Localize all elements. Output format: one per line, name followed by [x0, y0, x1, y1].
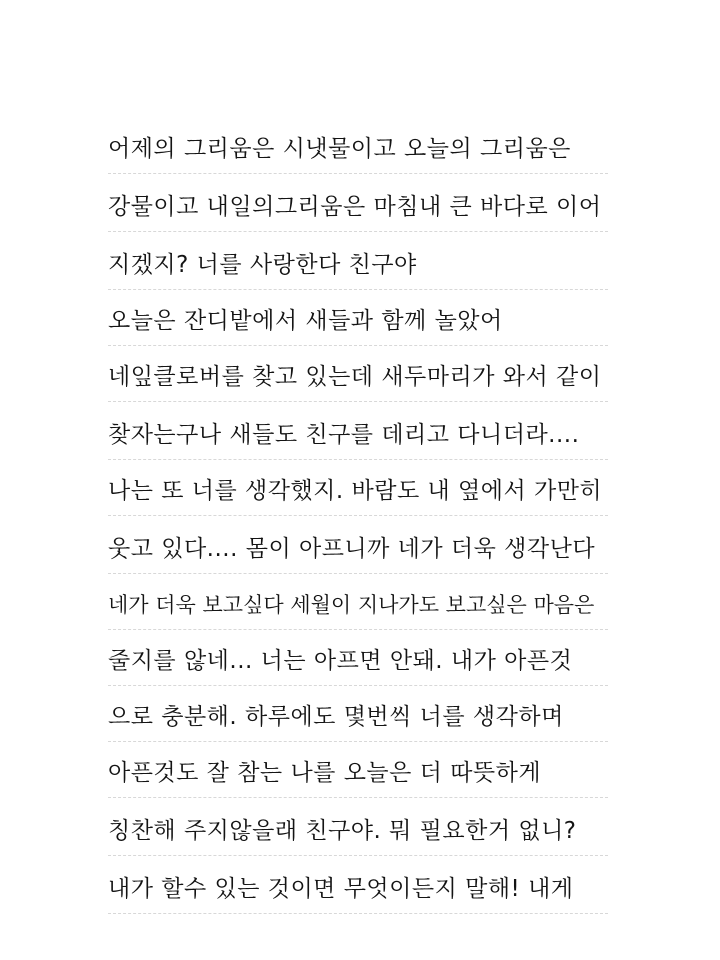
letter-line — [108, 404, 608, 460]
letter-line-text: 오늘은 잔디밭에서 새들과 함께 놀았어 — [108, 308, 503, 334]
letter-line-text: 아픈것도 잘 참는 나를 오늘은 더 따뜻하게 — [108, 760, 542, 786]
letter-line — [108, 518, 608, 574]
letter-line-text: 줄지를 않네... 너는 아프면 안돼. 내가 아픈것 — [108, 648, 573, 674]
letter-line-text: 웃고 있다.... 몸이 아프니까 네가 더욱 생각난다 — [108, 536, 596, 562]
letter-line — [108, 118, 608, 174]
letter-line-text: 네가 더욱 보고싶다 세월이 지나가도 보고싶은 마음은 — [108, 593, 595, 617]
letter-line-text: 강물이고 내일의그리움은 마침내 큰 바다로 이어 — [108, 194, 602, 220]
letter-line-text: 내가 할수 있는 것이면 무엇이든지 말해! 내게 — [108, 876, 574, 902]
letter-line — [108, 630, 608, 686]
letter-line — [108, 686, 608, 742]
letter-line — [108, 176, 608, 232]
letter-line — [108, 574, 608, 630]
letter-line-text: 네잎클로버를 찾고 있는데 새두마리가 와서 같이 — [108, 364, 602, 390]
letter-line — [108, 346, 608, 402]
letter-line — [108, 460, 608, 516]
letter-line — [108, 858, 608, 914]
letter-line — [108, 234, 608, 290]
letter-line-text: 으로 충분해. 하루에도 몇번씩 너를 생각하며 — [108, 704, 564, 730]
letter-line — [108, 742, 608, 798]
letter-line-text: 지겠지? 너를 사랑한다 친구야 — [108, 252, 417, 278]
letter-line — [108, 800, 608, 856]
letter-line-text: 찾자는구나 새들도 친구를 데리고 다니더라.... — [108, 422, 580, 448]
letter-line-text: 어제의 그리움은 시냇물이고 오늘의 그리움은 — [108, 136, 571, 162]
letter-line — [108, 290, 608, 346]
letter-line-text: 칭찬해 주지않을래 친구야. 뭐 필요한거 없니? — [108, 818, 577, 844]
letter-line-text: 나는 또 너를 생각했지. 바람도 내 옆에서 가만히 — [108, 478, 603, 504]
